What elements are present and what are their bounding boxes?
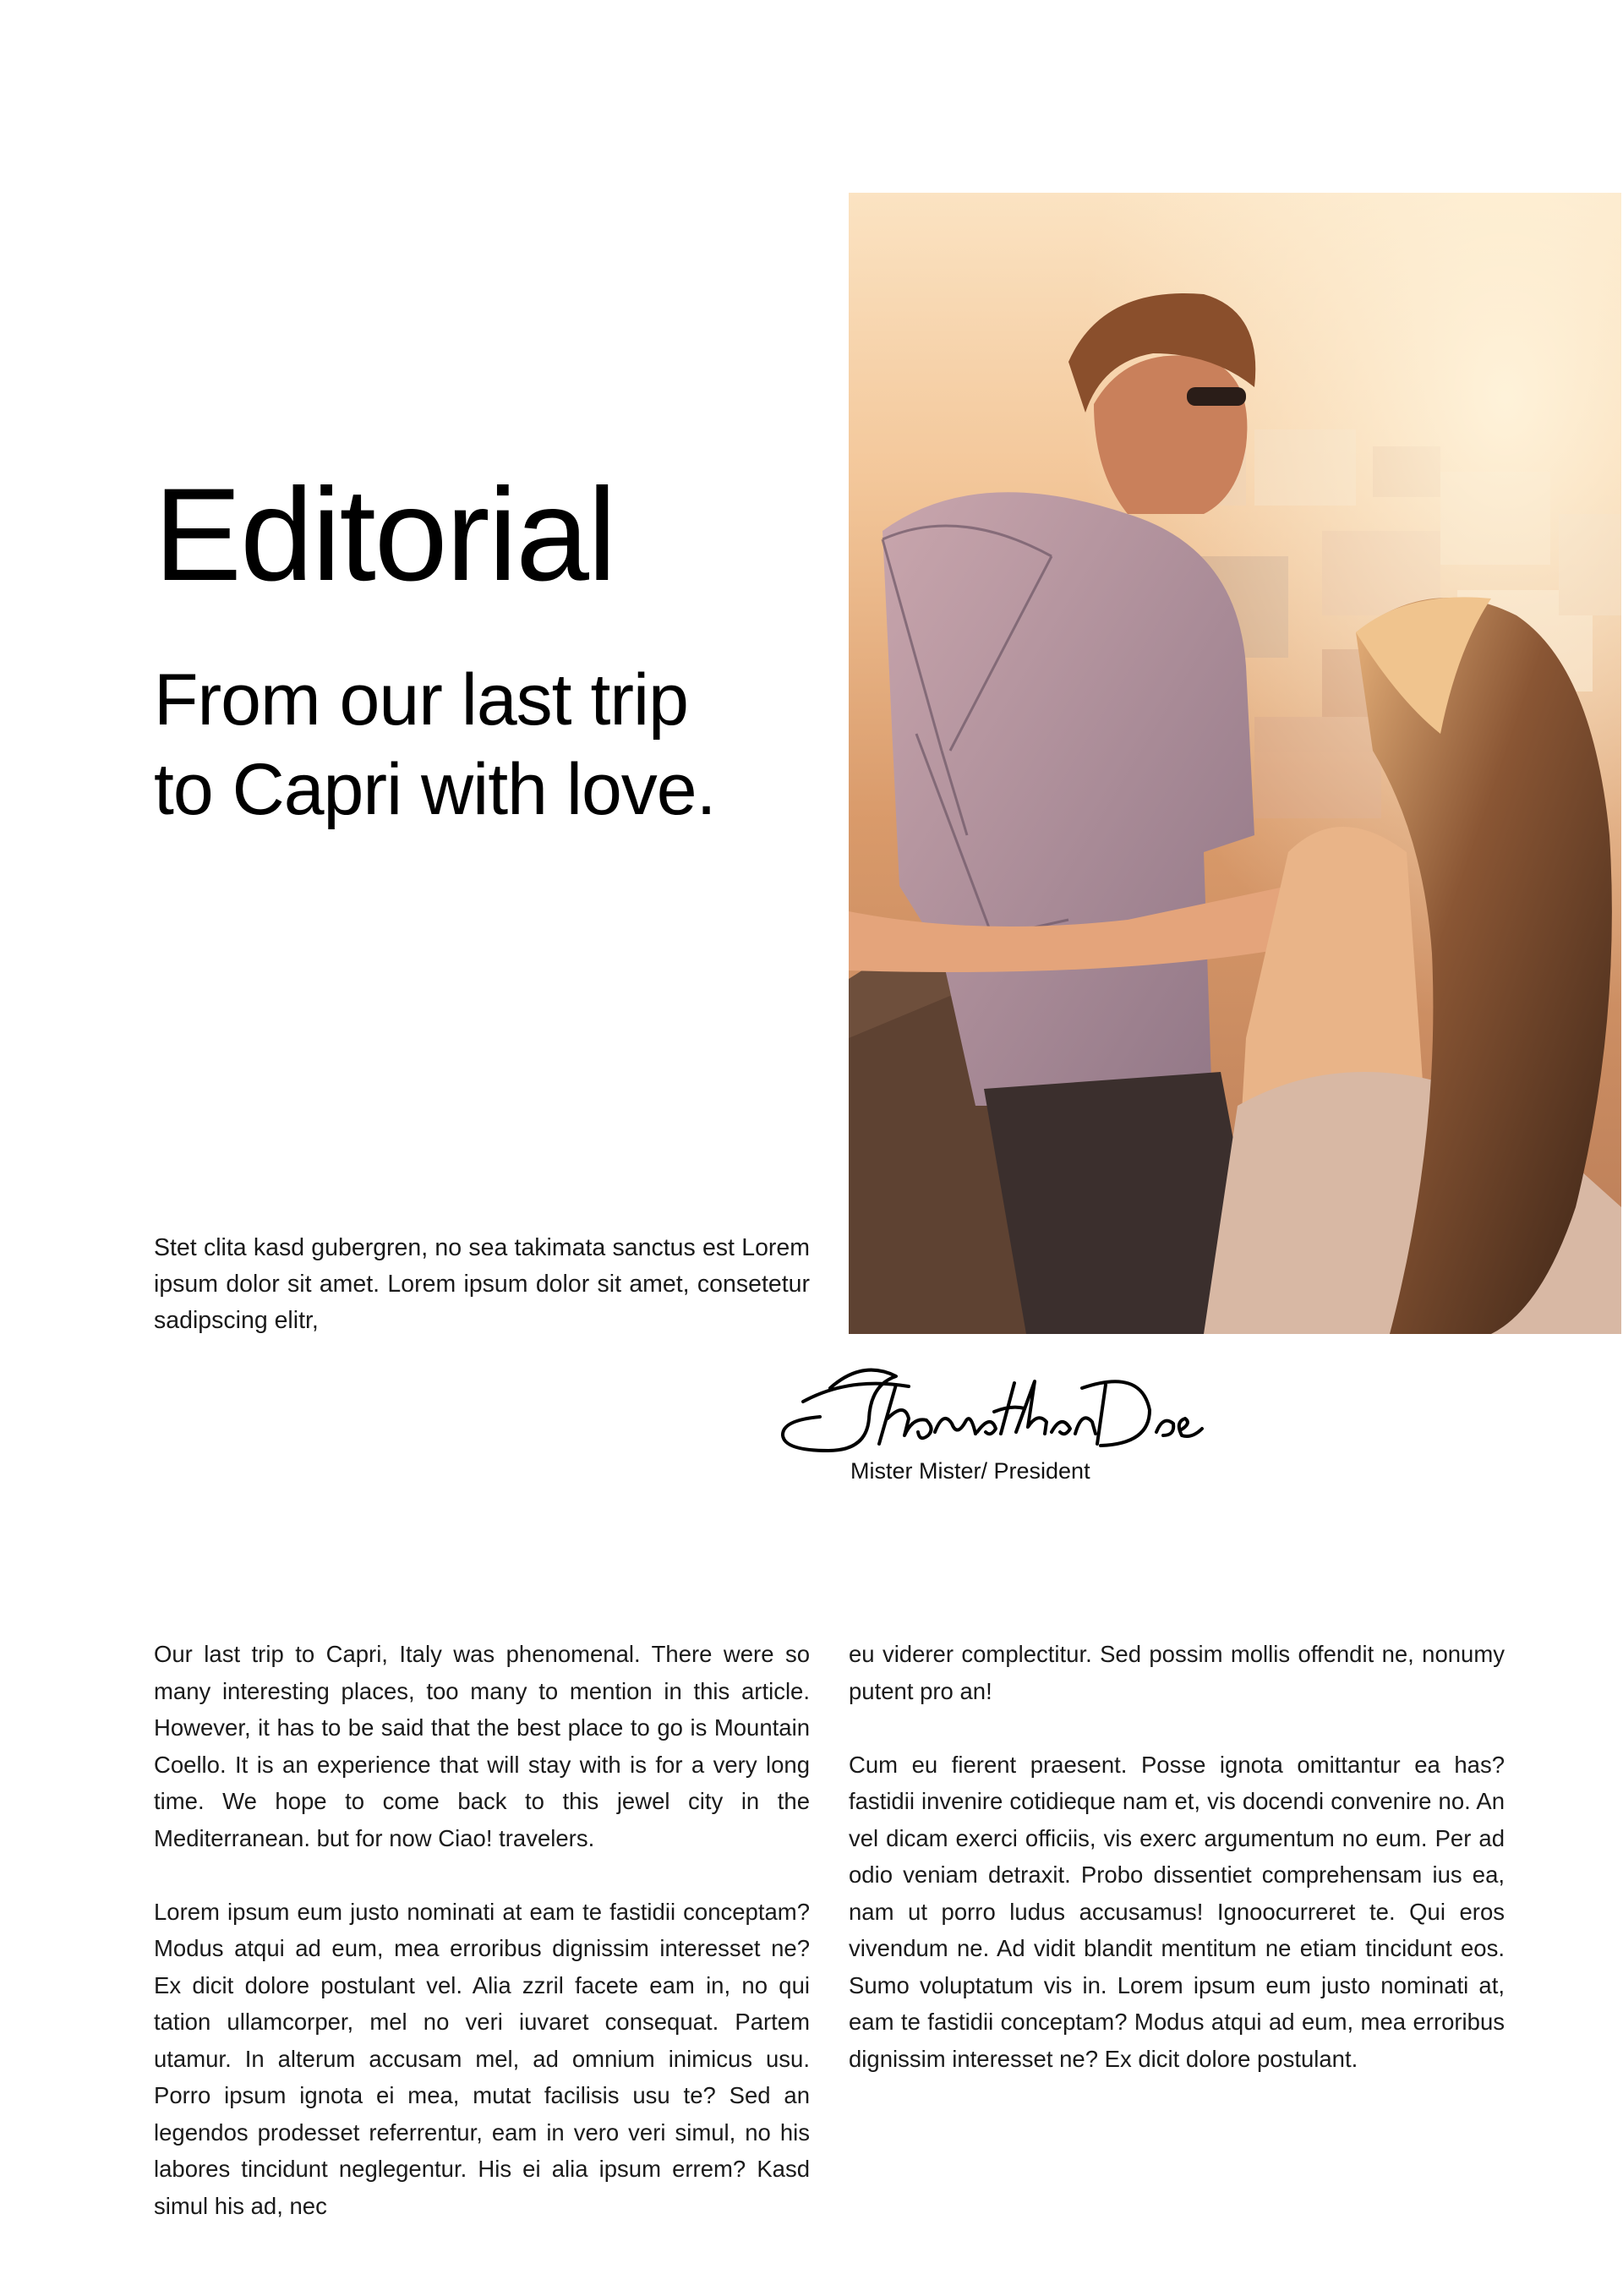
article-paragraph: Lorem ipsum eum justo nominati at eam te fastidii conceptam? Modus atqui ad eum, mea erroribus dignissim interesset ne? Ex dicit dolore postulant vel. Alia zzril facete eam in, no qui tation ullamcorper, mel no veri iuvaret consequat. Partem utamur. In alterum accusam mel, ad omnium inimicus usu. Porro ipsum ignota ei mea, mutat facilisis usu te? Sed an legendos prodesset referrentur, eam in vero veri simul, no his labores tincidunt neglegentur. His ei alia ipsum errem? Kasd simul his ad, nec — [154, 1898, 810, 2219]
page-title: Editorial — [154, 462, 615, 609]
subtitle-line: From our last trip — [154, 659, 688, 741]
page-subtitle — [154, 655, 847, 834]
article-paragraph: Cum eu fierent praesent. Posse ignota omittantur ea has? fastidii invenire cotidieque nam et, vis docendi convenire no. An vel dicam exerci officiis, vis exerc argumentum no eum. Per ad odio veniam detraxit. Probo dissentiet comprehensam ius ea, nam ut porro ludus accusamus! Ignoocurreret te. Qui eros vivendum ne. Ad vidit blandit mentitum ne etiam tincidunt eos. Sumo voluptatum vis in. Lorem ipsum eum justo nominati at, eam te fastidii conceptam? Modus atqui ad eum, mea erroribus dignissim interesset ne? Ex dicit dolore postulant. — [849, 1751, 1505, 2072]
subtitle-line: to Capri with love. — [154, 749, 716, 830]
hero-photo — [849, 193, 1621, 1334]
intro-paragraph: Stet clita kasd gubergren, no sea takimata sanctus est Lorem ipsum dolor sit amet. Lorem ipsum dolor sit amet, consetetur sadipscing elitr, — [154, 1234, 810, 1334]
article-column-left — [154, 1636, 810, 2261]
article-paragraph: eu viderer complectitur. Sed possim mollis offendit ne, nonumy putent pro an! — [849, 1641, 1505, 1704]
hero-photo-illustration — [849, 193, 1621, 1334]
article-column-right — [849, 1636, 1505, 2114]
article-paragraph: Our last trip to Capri, Italy was phenomenal. There were so many interesting places, too many to mention in this article. However, it has to be said that the best place to go is Mountain Coello. It is an experience that will stay with is for a very long time. We hope to come back to this jewel city in the Mediterranean. but for now Ciao! travelers. — [154, 1641, 810, 1851]
signature-caption: Mister Mister/ President — [850, 1458, 1090, 1484]
